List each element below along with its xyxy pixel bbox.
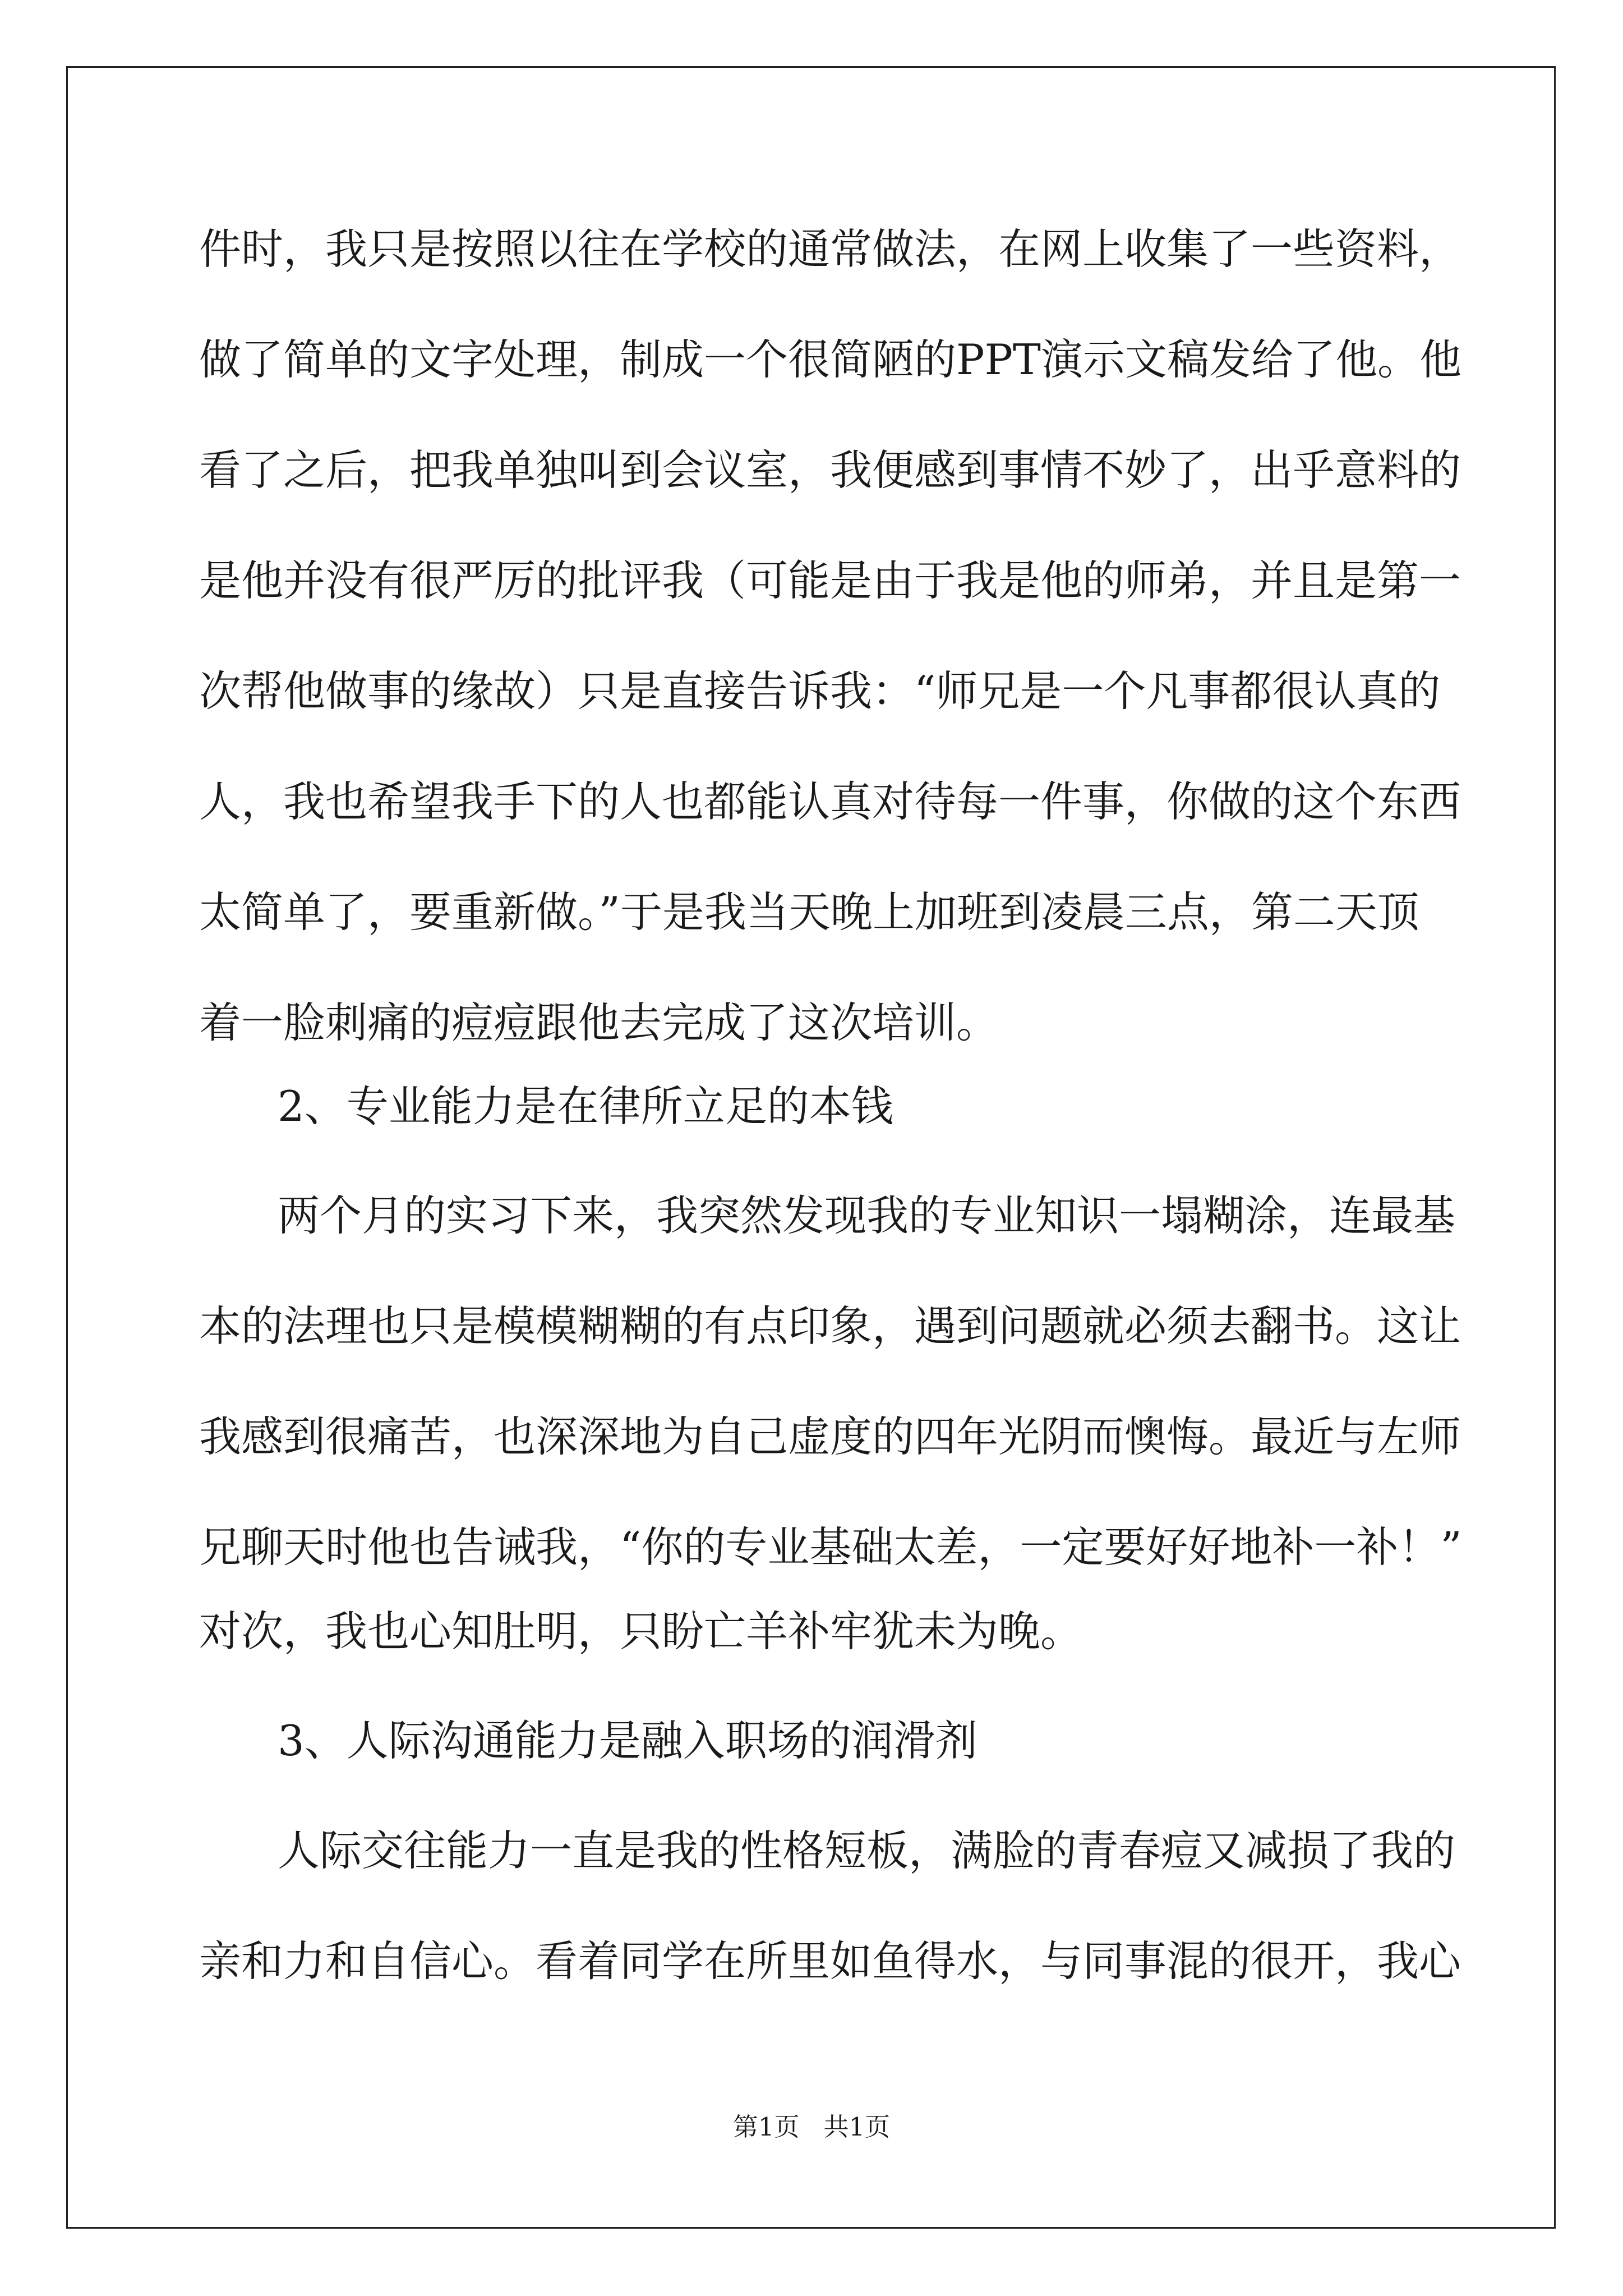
- text-line: 亲和力和自信心。看着同学在所里如鱼得水，与同事混的很开，我心: [199, 1936, 1461, 1986]
- text-line: 对次，我也心知肚明，只盼亡羊补牢犹未为晚。: [199, 1607, 1083, 1656]
- text-line: 兄聊天时他也告诫我，“你的专业基础太差，一定要好好地补一补！”: [199, 1522, 1462, 1572]
- text-line: 我感到很痛苦，也深深地为自己虚度的四年光阴而懊悔。最近与左师: [199, 1412, 1461, 1461]
- section-heading: 3、人际沟通能力是融入职场的润滑剂: [278, 1716, 978, 1765]
- text-line: 两个月的实习下来，我突然发现我的专业知识一塌糊涂，连最基: [278, 1191, 1456, 1240]
- section-heading: 2、专业能力是在律所立足的本钱: [278, 1082, 893, 1131]
- text-line: 人际交往能力一直是我的性格短板，满脸的青春痘又减损了我的: [278, 1826, 1456, 1875]
- text-line: 人，我也希望我手下的人也都能认真对待每一件事，你做的这个东西: [199, 777, 1461, 826]
- text-line: 是他并没有很严厉的批评我（可能是由于我是他的师弟，并且是第一: [199, 556, 1461, 605]
- text-line: 看了之后，把我单独叫到会议室，我便感到事情不妙了，出乎意料的: [199, 445, 1461, 495]
- text-line: 本的法理也只是模模糊糊的有点印象，遇到问题就必须去翻书。这让: [199, 1301, 1461, 1351]
- text-line: 件时，我只是按照以往在学校的通常做法，在网上收集了一些资料，: [199, 224, 1461, 274]
- text-line: 次帮他做事的缘故）只是直接告诉我：“师兄是一个凡事都很认真的: [199, 666, 1441, 716]
- text-line: 着一脸刺痛的痘痘跟他去完成了这次培训。: [199, 998, 999, 1047]
- page-border: [66, 66, 1556, 2229]
- text-line: 做了简单的文字处理，制成一个很简陋的PPT演示文稿发给了他。他: [199, 335, 1461, 384]
- text-line: 太简单了，要重新做。”于是我当天晚上加班到凌晨三点，第二天顶: [199, 887, 1419, 937]
- page-number-footer: 第1页 共1页: [732, 2112, 891, 2142]
